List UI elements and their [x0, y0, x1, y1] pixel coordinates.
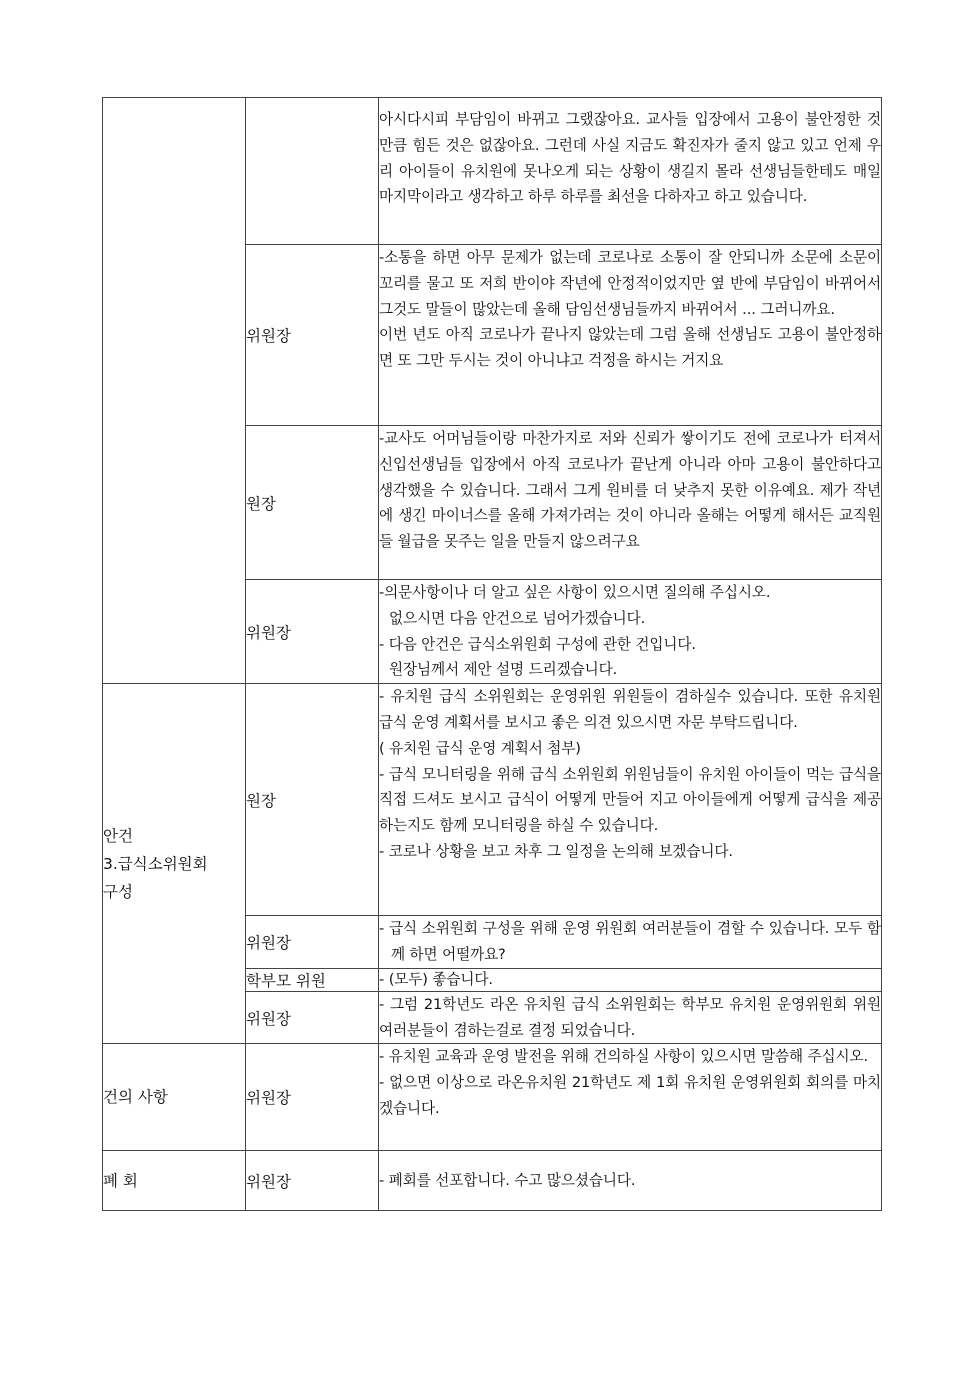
agenda-cell-continued [103, 98, 246, 684]
content-paragraph: - 그럼 21학년도 라온 유치원 급식 소위원회는 학부모 유치원 운영위원회 위원 여러분들이 겸하는걸로 결정 되었습니다. [379, 995, 881, 1039]
speaker-cell: 학부모 위원 [246, 968, 379, 991]
speaker-cell: 위원장 [246, 580, 379, 684]
content-paragraph: ( 유치원 급식 운영 계획서 첨부) [379, 739, 581, 757]
content-cell [379, 245, 882, 426]
speaker-cell: 원장 [246, 684, 379, 916]
content-cell [379, 580, 882, 684]
table-row [103, 684, 882, 916]
content-paragraph: - 없으면 이상으로 라온유치원 21학년도 제 1회 유치원 운영위원회 회의를 마치겠습니다. [379, 1074, 881, 1117]
content-cell [379, 991, 882, 1044]
content-cell [379, 684, 882, 916]
speaker-cell: 위원장 [246, 245, 379, 426]
content-cell [379, 98, 882, 245]
content-paragraph: 아시다시피 부담임이 바뀌고 그랬잖아요. 교사들 입장에서 고용이 불안정한 것만큼 힘든 것은 없잖아요. 그런데 사실 지금도 확진자가 줄지 않고 있고 언제 우리 아이들이 유치원에 못나오게 되는 상황이 생길지 몰라 선생님들한테도 매일 마지막이라고 생각하고 하루 하루를 최선을 다하자고 하고 있습니다. [379, 111, 881, 206]
content-paragraph: - 코로나 상황을 보고 차후 그 일정을 논의해 보겠습니다. [379, 842, 733, 860]
content-paragraph: - 급식 소위원회 구성을 위해 운영 위원회 여러분들이 겸할 수 있습니다. 모두 함께 하면 어떨까요? [379, 920, 881, 963]
content-paragraph: 이번 년도 아직 코로나가 끝나지 않았는데 그럼 올해 선생님도 고용이 불안정하면 또 그만 두시는 것이 아니냐고 걱정을 하시는 거지요 [379, 326, 881, 370]
content-paragraph: - 급식 모니터링을 위해 급식 소위원회 위원님들이 유치원 아이들이 먹는 급식을 직접 드셔도 보시고 급식이 어떻게 만들어 지고 아이들에게 어떻게 급식을 제공하는지도 함께 모니터링을 하실 수 있습니다. [379, 765, 881, 835]
content-paragraph: - 폐회를 선포합니다. 수고 많으셨습니다. [379, 1171, 636, 1189]
agenda-cell: 안건 3.급식소위원회 구성 [103, 684, 246, 1044]
speaker-cell [246, 98, 379, 245]
speaker-cell: 원장 [246, 426, 379, 580]
content-paragraph: - (모두) 좋습니다. [379, 971, 493, 989]
content-cell [379, 1151, 882, 1211]
minutes-table [102, 97, 882, 1211]
speaker-cell: 위원장 [246, 916, 379, 969]
content-paragraph: - 유치원 급식 소위원회는 운영위원 위원들이 겸하실수 있습니다. 또한 유치원 급식 운영 계획서를 보시고 좋은 의견 있으시면 자문 부탁드립니다. [379, 688, 881, 731]
content-paragraph: -소통을 하면 아무 문제가 없는데 코로나로 소통이 잘 안되니까 소문에 소문이 꼬리를 물고 또 저희 반이야 작년에 안정적이었지만 옆 반에 부담임이 바뀌어서 그것도 말들이 많았는데 올해 담임선생님들까지 바뀌어서 ... 그러니까요. [379, 249, 881, 318]
speaker-cell: 위원장 [246, 991, 379, 1044]
table-row [103, 98, 882, 245]
agenda-cell: 건의 사항 [103, 1044, 246, 1151]
content-paragraph: - 유치원 교육과 운영 발전을 위해 건의하실 사항이 있으시면 말씀해 주십시오. [379, 1048, 869, 1066]
speaker-cell: 위원장 [246, 1151, 379, 1211]
speaker-cell: 위원장 [246, 1044, 379, 1151]
content-paragraph: -의문사항이나 더 알고 싶은 사항이 있으시면 질의해 주십시오. [379, 584, 771, 601]
table-row [103, 1151, 882, 1211]
content-paragraph: - 다음 안건은 급식소위원회 구성에 관한 건입니다. [379, 635, 696, 653]
content-cell [379, 1044, 882, 1151]
content-paragraph: 원장님께서 제안 설명 드리겠습니다. [389, 661, 618, 679]
content-paragraph: 없으시면 다음 안건으로 넘어가겠습니다. [389, 609, 646, 627]
content-paragraph: -교사도 어머님들이랑 마찬가지로 저와 신뢰가 쌓이기도 전에 코로나가 터져서 신입선생님들 입장에서 아직 코로나가 끝난게 아니라 아마 고용이 불안하다고 생각했을 수 있습니다. 그래서 그게 원비를 더 낮추지 못한 이유예요. 제가 작년에 생긴 마이너스를 올해 가져가려는 것이 아니라 올해는 어떻게 해서든 교직원들 월급을 못주는 일을 만들지 않으려구요 [379, 430, 881, 551]
content-cell [379, 916, 882, 969]
content-cell [379, 968, 882, 991]
table-row [103, 1044, 882, 1151]
agenda-cell: 폐 회 [103, 1151, 246, 1211]
content-cell [379, 426, 882, 580]
